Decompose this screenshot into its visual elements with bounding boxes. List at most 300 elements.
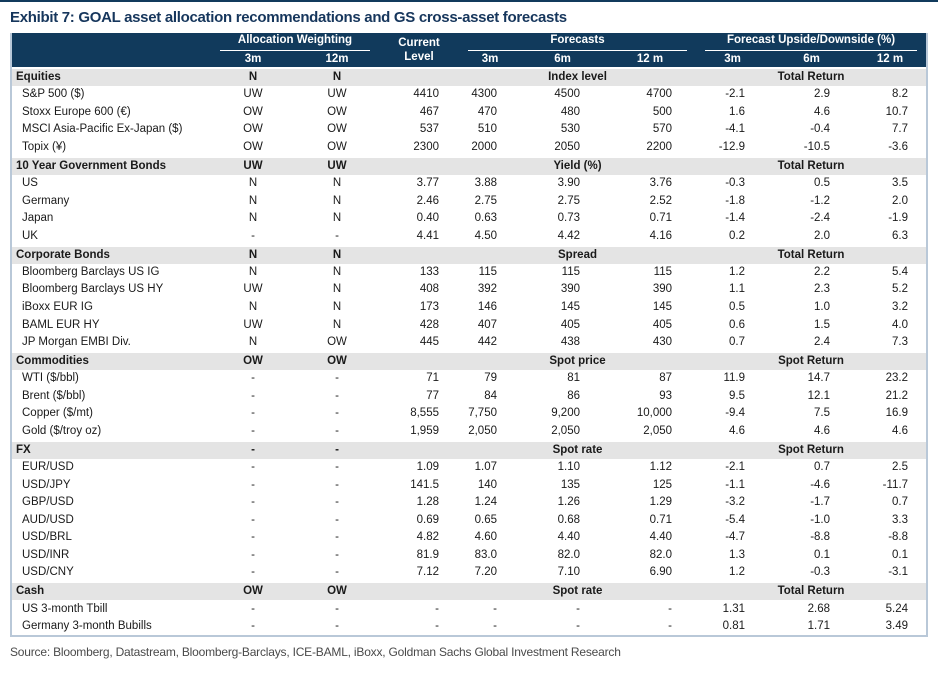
cell-forecast-3m: 115 <box>478 265 497 278</box>
cell-upside-6m: -1.2 <box>810 194 831 207</box>
cell-alloc-3m: - <box>251 496 255 509</box>
table-row-usd-inr <box>12 547 926 565</box>
table-row-eur-usd <box>12 459 926 477</box>
section-label: Commodities <box>12 352 211 370</box>
cell-upside-3m: 1.6 <box>729 105 746 118</box>
cell-forecast-6m: 438 <box>560 335 580 348</box>
cell-forecast-12m: 2,050 <box>643 424 673 437</box>
cell-alloc-3m: - <box>251 229 255 242</box>
cell-alloc-3m: - <box>251 389 255 402</box>
cell-forecast-6m: 1.10 <box>557 461 580 474</box>
cell-upside-3m: -4.1 <box>725 123 746 136</box>
cell-alloc-12m: - <box>335 424 339 437</box>
cell-forecast-6m: 480 <box>560 105 580 118</box>
cell-upside-6m: -1.0 <box>810 513 831 526</box>
cell-upside-12m: -3.6 <box>888 140 909 153</box>
cell-upside-3m: 1.1 <box>729 283 746 296</box>
table-row-gbp-usd <box>12 494 926 512</box>
cell-forecast-6m: 0.68 <box>557 513 580 526</box>
cell-upside-6m: 2.9 <box>814 88 831 101</box>
section-return-type-label: Spot Return <box>696 441 926 459</box>
row-label: BAML EUR HY <box>22 318 100 331</box>
cell-current-level: 7.12 <box>416 566 439 579</box>
row-label: Topix (¥) <box>22 140 67 153</box>
cell-upside-6m: 1.5 <box>814 318 831 331</box>
table-row-germany-3-month-bubills <box>12 618 926 636</box>
section-alloc-12m: OW <box>295 352 379 370</box>
cell-forecast-6m: 4500 <box>554 88 580 101</box>
section-alloc-12m: N <box>295 246 379 264</box>
cell-alloc-12m: UW <box>327 88 347 101</box>
cell-forecast-6m: 86 <box>567 389 580 402</box>
cell-forecast-6m: 115 <box>561 265 580 278</box>
cell-forecast-12m: 500 <box>652 105 673 118</box>
cell-upside-12m: -8.8 <box>888 531 909 544</box>
table-row-topix <box>12 139 926 157</box>
row-label: JP Morgan EMBI Div. <box>22 335 131 348</box>
cell-upside-6m: 2.68 <box>807 602 831 615</box>
row-label: Brent ($/bbl) <box>22 389 86 402</box>
cell-forecast-3m: - <box>493 620 497 633</box>
cell-alloc-3m: OW <box>243 105 263 118</box>
cell-alloc-3m: - <box>251 461 255 474</box>
section-row-equities <box>12 68 926 86</box>
section-current-spacer <box>379 68 459 86</box>
header-forecast-6m: 6m <box>521 51 604 68</box>
cell-forecast-3m: 84 <box>484 389 497 402</box>
cell-forecast-12m: 4700 <box>646 88 673 101</box>
cell-upside-12m: -11.7 <box>882 478 909 491</box>
row-label: AUD/USD <box>22 513 74 526</box>
cell-upside-12m: 0.1 <box>892 548 909 561</box>
cell-upside-6m: 0.5 <box>814 177 831 190</box>
cell-upside-3m: -1.8 <box>725 194 746 207</box>
cell-upside-6m: -10.5 <box>803 140 831 153</box>
cell-upside-12m: 5.24 <box>885 602 909 615</box>
section-alloc-3m: N <box>211 68 295 86</box>
table-row-aud-usd <box>12 512 926 530</box>
row-label: USD/CNY <box>22 566 74 579</box>
section-forecast-unit-label: Spot rate <box>459 441 696 459</box>
cell-upside-12m: 3.3 <box>892 513 909 526</box>
cell-current-level: 133 <box>419 265 439 278</box>
cell-upside-3m: -5.4 <box>725 513 746 526</box>
cell-alloc-3m: - <box>251 407 255 420</box>
cell-forecast-6m: 4.42 <box>557 229 580 242</box>
cell-alloc-12m: N <box>332 301 342 314</box>
cell-forecast-12m: - <box>668 602 673 615</box>
row-label: EUR/USD <box>22 461 74 474</box>
cell-forecast-3m: 1.07 <box>474 461 497 474</box>
section-return-type-label: Total Return <box>696 68 926 86</box>
table-row-stoxx-europe-600 <box>12 104 926 122</box>
row-label: WTI ($/bbl) <box>22 372 79 385</box>
cell-forecast-12m: 125 <box>652 478 673 491</box>
cell-upside-6m: -0.3 <box>810 566 831 579</box>
cell-upside-3m: -3.2 <box>725 496 746 509</box>
table-row-bloomberg-barclays-us-hy <box>12 281 926 299</box>
cell-forecast-3m: 140 <box>477 478 497 491</box>
table-row-usd-jpy <box>12 476 926 494</box>
cell-current-level: 445 <box>419 335 439 348</box>
cell-alloc-3m: OW <box>243 123 263 136</box>
cell-upside-12m: 7.3 <box>892 335 909 348</box>
cell-alloc-12m: N <box>332 194 342 207</box>
section-current-spacer <box>379 157 459 175</box>
cell-upside-3m: 1.3 <box>729 548 746 561</box>
cell-current-level: 3.77 <box>416 177 439 190</box>
header-alloc-3m: 3m <box>211 51 295 68</box>
cell-alloc-12m: - <box>335 372 339 385</box>
section-label: Cash <box>12 582 211 600</box>
source-line: Source: Bloomberg, Datastream, Bloomberg-Barclays, ICE-BAML, iBoxx, Goldman Sachs Global Investment Research <box>10 645 621 660</box>
cell-forecast-6m: 9,200 <box>551 407 580 420</box>
cell-upside-6m: -4.6 <box>810 478 831 491</box>
cell-forecast-12m: 430 <box>652 335 673 348</box>
cell-forecast-12m: 2200 <box>646 140 673 153</box>
cell-upside-6m: -2.4 <box>810 212 831 225</box>
cell-current-level: 4.41 <box>416 229 439 242</box>
cell-alloc-12m: - <box>335 548 339 561</box>
table-row-copper-mt <box>12 405 926 423</box>
cell-forecast-3m: 3.88 <box>474 177 497 190</box>
cell-forecast-3m: 470 <box>477 105 497 118</box>
cell-forecast-6m: 2.75 <box>557 194 580 207</box>
cell-upside-6m: 7.5 <box>814 407 831 420</box>
table-row-wti-bbl <box>12 370 926 388</box>
cell-upside-12m: 4.6 <box>892 424 909 437</box>
row-label: Gold ($/troy oz) <box>22 424 102 437</box>
cell-alloc-3m: UW <box>243 88 263 101</box>
table-row-usd-cny <box>12 564 926 582</box>
cell-upside-6m: 2.3 <box>814 283 831 296</box>
table-row-japan <box>12 210 926 228</box>
cell-forecast-12m: 4.16 <box>649 229 673 242</box>
cell-upside-12m: 5.4 <box>892 265 909 278</box>
cell-forecast-12m: 2.52 <box>649 194 673 207</box>
cell-forecast-12m: 6.90 <box>649 566 673 579</box>
cell-forecast-6m: 0.73 <box>557 212 580 225</box>
header-current-level <box>379 33 459 68</box>
cell-forecast-3m: 4300 <box>471 88 497 101</box>
table-row-jp-morgan-embi-div <box>12 334 926 352</box>
section-return-type-label: Total Return <box>696 582 926 600</box>
header-upside-6m: 6m <box>769 51 854 68</box>
cell-alloc-12m: - <box>335 229 339 242</box>
cell-upside-3m: -1.4 <box>725 212 746 225</box>
cell-current-level: 2.46 <box>416 194 439 207</box>
table-row-us-3-month-tbill <box>12 600 926 618</box>
cell-upside-3m: -9.4 <box>725 407 746 420</box>
cell-upside-12m: 21.2 <box>885 389 909 402</box>
cell-current-level: 1.09 <box>416 461 439 474</box>
section-return-type-label: Total Return <box>696 246 926 264</box>
cell-alloc-12m: OW <box>327 105 347 118</box>
cell-forecast-12m: 1.29 <box>649 496 673 509</box>
cell-alloc-3m: N <box>248 177 258 190</box>
cell-alloc-3m: N <box>248 301 258 314</box>
cell-current-level: 2300 <box>413 140 439 153</box>
section-return-type-label: Total Return <box>696 157 926 175</box>
cell-forecast-3m: 7,750 <box>468 407 497 420</box>
cell-upside-6m: 4.6 <box>814 105 831 118</box>
cell-current-level: 173 <box>419 301 439 314</box>
cell-upside-6m: 4.6 <box>814 424 831 437</box>
section-alloc-12m: OW <box>295 582 379 600</box>
cell-forecast-3m: 442 <box>477 335 497 348</box>
section-label: Equities <box>12 68 211 86</box>
cell-upside-12m: 3.2 <box>892 301 909 314</box>
header-upside-3m: 3m <box>696 51 769 68</box>
header-upside-downside <box>696 33 926 51</box>
cell-forecast-6m: 405 <box>560 318 580 331</box>
cell-forecast-6m: - <box>576 620 580 633</box>
cell-forecast-3m: 2,050 <box>468 424 497 437</box>
section-label: 10 Year Government Bonds <box>12 157 211 175</box>
cell-upside-3m: 0.5 <box>729 301 746 314</box>
row-label: MSCI Asia-Pacific Ex-Japan ($) <box>22 123 183 136</box>
row-label: Copper ($/mt) <box>22 407 93 420</box>
row-label: GBP/USD <box>22 496 74 509</box>
row-label: Germany <box>22 194 70 207</box>
cell-forecast-3m: 146 <box>477 301 497 314</box>
cell-alloc-12m: N <box>332 318 342 331</box>
table-row-brent-bbl <box>12 388 926 406</box>
cell-upside-12m: 23.2 <box>885 372 909 385</box>
row-label: US 3-month Tbill <box>22 602 108 615</box>
cell-alloc-3m: N <box>248 194 258 207</box>
cell-alloc-3m: UW <box>243 318 263 331</box>
forecast-table-wrapper <box>10 33 928 637</box>
section-forecast-unit-label: Index level <box>459 68 696 86</box>
cell-upside-6m: 12.1 <box>807 389 831 402</box>
cell-forecast-6m: 3.90 <box>557 177 580 190</box>
cell-upside-12m: 6.3 <box>892 229 909 242</box>
row-label: Stoxx Europe 600 (€) <box>22 105 131 118</box>
section-row-commodities <box>12 352 926 370</box>
cell-forecast-12m: 87 <box>659 372 673 385</box>
cell-upside-3m: 0.2 <box>729 229 746 242</box>
cell-forecast-3m: 1.24 <box>474 496 497 509</box>
row-label: US <box>22 177 38 190</box>
header-alloc-12m: 12m <box>295 51 379 68</box>
section-current-spacer <box>379 441 459 459</box>
cell-forecast-3m: 2.75 <box>474 194 497 207</box>
table-row-s-p-500 <box>12 86 926 104</box>
section-current-spacer <box>379 582 459 600</box>
cell-upside-3m: -1.1 <box>725 478 746 491</box>
table-row-iboxx-eur-ig <box>12 299 926 317</box>
header-group-row <box>12 33 926 51</box>
cell-upside-12m: 5.2 <box>892 283 909 296</box>
section-current-spacer <box>379 246 459 264</box>
header-forecasts <box>459 33 696 51</box>
cell-forecast-3m: 83.0 <box>474 548 497 561</box>
cell-forecast-6m: 7.10 <box>557 566 580 579</box>
row-label: USD/JPY <box>22 478 71 491</box>
cell-forecast-12m: 0.71 <box>649 212 673 225</box>
cell-upside-12m: 0.7 <box>892 496 909 509</box>
cell-upside-6m: 2.0 <box>814 229 831 242</box>
row-label: S&P 500 ($) <box>22 88 85 101</box>
cell-upside-3m: 1.2 <box>729 566 746 579</box>
cell-forecast-12m: 570 <box>652 123 673 136</box>
cell-upside-3m: 4.6 <box>729 424 746 437</box>
section-label: FX <box>12 441 211 459</box>
forecast-table <box>12 33 926 635</box>
cell-forecast-6m: 1.26 <box>557 496 580 509</box>
cell-upside-6m: 1.71 <box>807 620 831 633</box>
row-label: Bloomberg Barclays US IG <box>22 265 160 278</box>
cell-upside-6m: 1.0 <box>814 301 831 314</box>
cell-alloc-3m: - <box>251 548 255 561</box>
cell-alloc-12m: N <box>332 265 342 278</box>
cell-forecast-6m: 135 <box>560 478 580 491</box>
cell-upside-3m: -12.9 <box>718 140 746 153</box>
cell-current-level: 0.69 <box>416 513 439 526</box>
header-allocation-weighting <box>211 33 379 51</box>
cell-alloc-12m: N <box>332 177 342 190</box>
cell-upside-3m: 0.6 <box>729 318 746 331</box>
cell-current-level: 4.82 <box>416 531 439 544</box>
cell-forecast-3m: 510 <box>477 123 497 136</box>
header-upside-12m: 12 m <box>854 51 926 68</box>
header-label-spacer <box>12 33 211 68</box>
cell-upside-3m: 11.9 <box>723 372 746 385</box>
exhibit-title: Exhibit 7: GOAL asset allocation recommendations and GS cross-asset forecasts <box>10 9 567 26</box>
cell-forecast-3m: 407 <box>477 318 497 331</box>
cell-upside-6m: 2.2 <box>814 265 831 278</box>
row-label: iBoxx EUR IG <box>22 301 93 314</box>
section-alloc-3m: N <box>211 246 295 264</box>
table-row-baml-eur-hy <box>12 316 926 334</box>
header-forecasts-label: Forecasts <box>468 33 687 51</box>
cell-forecast-6m: - <box>576 602 580 615</box>
cell-alloc-12m: - <box>335 496 339 509</box>
cell-upside-3m: -2.1 <box>725 461 746 474</box>
cell-upside-12m: -3.1 <box>888 566 909 579</box>
cell-forecast-12m: 0.71 <box>649 513 673 526</box>
cell-alloc-3m: - <box>251 620 255 633</box>
cell-forecast-3m: - <box>493 602 497 615</box>
cell-upside-6m: -1.7 <box>810 496 831 509</box>
cell-forecast-6m: 530 <box>560 123 580 136</box>
row-label: Japan <box>22 212 54 225</box>
cell-alloc-12m: - <box>335 389 339 402</box>
section-alloc-3m: OW <box>211 352 295 370</box>
cell-upside-12m: -1.9 <box>888 212 909 225</box>
cell-current-level: - <box>435 602 439 615</box>
cell-current-level: 81.9 <box>416 548 439 561</box>
cell-upside-12m: 3.5 <box>892 177 909 190</box>
header-forecast-12m: 12 m <box>604 51 696 68</box>
cell-forecast-12m: 3.76 <box>649 177 673 190</box>
section-row-cash <box>12 582 926 600</box>
table-row-usd-brl <box>12 529 926 547</box>
cell-alloc-12m: OW <box>327 123 347 136</box>
row-label: Bloomberg Barclays US HY <box>22 283 164 296</box>
cell-forecast-6m: 2,050 <box>551 424 580 437</box>
cell-current-level: 467 <box>419 105 439 118</box>
cell-current-level: 77 <box>426 389 439 402</box>
cell-forecast-3m: 7.20 <box>474 566 497 579</box>
cell-alloc-12m: - <box>335 620 339 633</box>
cell-alloc-3m: OW <box>243 140 263 153</box>
cell-forecast-12m: 390 <box>652 283 673 296</box>
cell-alloc-3m: N <box>248 265 258 278</box>
section-current-spacer <box>379 352 459 370</box>
cell-forecast-3m: 4.50 <box>474 229 497 242</box>
table-body <box>12 68 926 635</box>
section-row-fx <box>12 441 926 459</box>
cell-upside-12m: 2.5 <box>892 461 909 474</box>
cell-forecast-3m: 79 <box>484 372 497 385</box>
table-row-us <box>12 175 926 193</box>
cell-upside-3m: 0.81 <box>722 620 746 633</box>
cell-forecast-6m: 145 <box>560 301 580 314</box>
cell-current-level: 8,555 <box>410 407 439 420</box>
cell-upside-12m: 4.0 <box>892 318 909 331</box>
cell-upside-12m: 3.49 <box>885 620 909 633</box>
header-upside-downside-label: Forecast Upside/Downside (%) <box>705 33 917 51</box>
cell-forecast-6m: 82.0 <box>557 548 580 561</box>
cell-current-level: 71 <box>426 372 439 385</box>
cell-alloc-3m: N <box>248 335 258 348</box>
cell-forecast-12m: 82.0 <box>649 548 673 561</box>
cell-alloc-3m: UW <box>243 283 263 296</box>
cell-upside-12m: 16.9 <box>885 407 909 420</box>
cell-upside-3m: 1.2 <box>729 265 746 278</box>
cell-current-level: 428 <box>419 318 439 331</box>
cell-forecast-12m: 4.40 <box>649 531 673 544</box>
cell-forecast-6m: 4.40 <box>557 531 580 544</box>
row-label: USD/BRL <box>22 531 72 544</box>
cell-upside-3m: 1.31 <box>722 602 746 615</box>
cell-current-level: 0.40 <box>416 212 439 225</box>
cell-current-level: 1,959 <box>410 424 439 437</box>
cell-alloc-12m: OW <box>327 335 347 348</box>
cell-alloc-12m: - <box>335 407 339 420</box>
section-forecast-unit-label: Spot rate <box>459 582 696 600</box>
cell-alloc-3m: - <box>251 513 255 526</box>
cell-upside-3m: 9.5 <box>729 389 746 402</box>
cell-forecast-6m: 81 <box>567 372 580 385</box>
header-current-line2: Level <box>404 51 434 63</box>
cell-current-level: 1.28 <box>416 496 439 509</box>
cell-alloc-3m: N <box>248 212 258 225</box>
cell-forecast-3m: 2000 <box>471 140 497 153</box>
header-allocation-weighting-label: Allocation Weighting <box>220 33 370 51</box>
cell-alloc-3m: - <box>251 424 255 437</box>
section-alloc-3m: OW <box>211 582 295 600</box>
cell-current-level: 4410 <box>413 88 439 101</box>
row-label: Germany 3-month Bubills <box>22 620 152 633</box>
table-row-msci-asia-pacific-ex-japan <box>12 121 926 139</box>
section-return-type-label: Spot Return <box>696 352 926 370</box>
cell-forecast-12m: 93 <box>659 389 673 402</box>
section-row-corporate-bonds <box>12 246 926 264</box>
cell-forecast-3m: 392 <box>477 283 497 296</box>
cell-upside-6m: 0.1 <box>814 548 831 561</box>
cell-forecast-6m: 2050 <box>554 140 580 153</box>
cell-alloc-3m: - <box>251 531 255 544</box>
cell-current-level: 537 <box>419 123 439 136</box>
table-header <box>12 33 926 68</box>
section-label: Corporate Bonds <box>12 246 211 264</box>
section-alloc-12m: UW <box>295 157 379 175</box>
cell-alloc-12m: OW <box>327 140 347 153</box>
section-forecast-unit-label: Spread <box>459 246 696 264</box>
